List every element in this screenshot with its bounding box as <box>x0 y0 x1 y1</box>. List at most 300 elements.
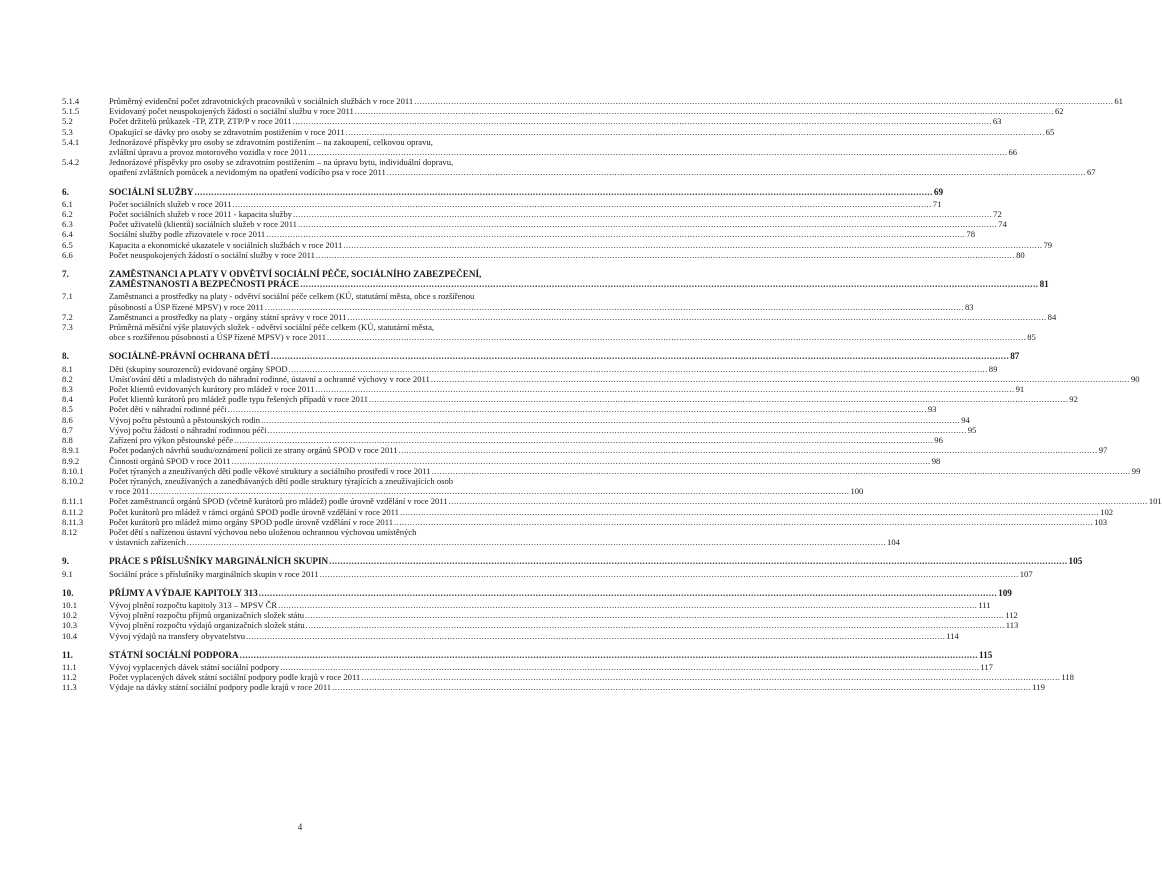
toc-entry <box>62 96 1123 106</box>
entry-title: Počet podaných návrhů soudu/oznámení policii ze strany orgánů SPOD v roce 2011 <box>109 445 398 456</box>
page-reference: 99 <box>1131 465 1141 476</box>
dot-leader <box>271 351 1009 361</box>
entry-title: Zařízení pro výkon pěstounské péče <box>109 435 234 446</box>
entry-number: 11.1 <box>62 661 77 672</box>
page-reference: 66 <box>1008 147 1018 158</box>
toc-entry <box>62 106 1064 117</box>
entry-title: Počet dětí s nařízenou ústavní výchovou nebo uloženou ochrannou výchovou umístěných <box>109 526 417 537</box>
toc-chapter-heading <box>62 649 993 660</box>
entry-line <box>109 279 1049 289</box>
page-reference: 97 <box>1098 445 1108 456</box>
entry-title: Umísťování dětí a mladistvých do náhradní rodinné, ústavní a ochranné výchovy v roce 2011 <box>109 373 430 384</box>
entry-title: Počet uživatelů (klientů) sociálních služeb v roce 2011 <box>109 219 297 230</box>
dot-leader <box>332 682 1031 692</box>
entry-line <box>109 137 1017 147</box>
entry-title: Jednorázové příspěvky pro osoby se zdravotním postižením – na úpravu bytu, individuální dopravu, <box>109 157 454 168</box>
dot-leader <box>266 229 965 239</box>
entry-title: Vývoj počtu žádostí o náhradní rodinnou péči <box>109 424 267 435</box>
dot-leader <box>305 610 1004 620</box>
dot-leader <box>298 219 997 229</box>
entry-body <box>109 351 1019 361</box>
chapter-number: 6. <box>62 186 69 197</box>
entry-body <box>109 250 1025 260</box>
page-reference: 111 <box>978 599 991 610</box>
toc-entry <box>62 394 1078 405</box>
dot-leader <box>431 374 1130 384</box>
page-reference: 85 <box>1027 332 1036 343</box>
chapter-title: PRÁCE S PŘÍSLUŠNÍKY MARGINÁLNÍCH SKUPIN <box>109 556 329 567</box>
entry-body <box>109 435 943 445</box>
toc-entry <box>62 455 941 466</box>
entry-title: Sociální služby podle zřizovatele v roce 2011 <box>109 229 266 240</box>
entry-title: Kapacita a ekonomické ukazatele v sociálních službách v roce 2011 <box>109 239 343 250</box>
entry-line <box>109 600 991 610</box>
entry-line <box>109 588 1012 598</box>
entry-line <box>109 147 1017 157</box>
toc-chapter-heading <box>62 351 1020 362</box>
page-reference: 104 <box>887 537 900 548</box>
toc-entry <box>62 157 1096 178</box>
entry-number: 8.11.1 <box>62 496 84 507</box>
dot-leader <box>394 517 1093 527</box>
toc-section <box>62 351 1162 548</box>
entry-line <box>109 157 1096 167</box>
page-reference: 74 <box>998 219 1007 230</box>
entry-body <box>109 291 974 311</box>
entry-title: Počet držitelů průkazek -TP, ZTP, ZTP/P v roce 2011 <box>109 116 292 127</box>
entry-title: Počet kurátorů pro mládež mimo orgány SPOD podle úrovně vzdělání v roce 2011 <box>109 516 394 527</box>
entry-body <box>109 269 1049 289</box>
entry-title: Počet týraných, zneužívaných a zanedbávaných dětí podle struktury týrajících a zneužívajících osob <box>109 475 454 486</box>
page-reference: 107 <box>1019 568 1033 579</box>
dot-leader <box>400 507 1099 517</box>
entry-body <box>109 137 1017 157</box>
entry-number: 6.3 <box>62 219 73 230</box>
entry-title: Počet dětí v náhradní rodinné péči <box>109 404 227 415</box>
entry-body <box>109 588 1012 598</box>
entry-line <box>109 394 1078 404</box>
entry-body <box>109 650 992 660</box>
dot-leader <box>293 116 992 126</box>
entry-line <box>109 96 1123 106</box>
entry-number: 5.1.4 <box>62 96 80 106</box>
entry-body <box>109 394 1078 404</box>
chapter-title: STÁTNÍ SOCIÁLNÍ PODPORA <box>109 649 239 660</box>
table-of-contents <box>62 96 1162 693</box>
entry-line <box>109 620 1018 630</box>
entry-number: 5.4.1 <box>62 136 80 147</box>
entry-line <box>109 351 1019 361</box>
entry-body <box>109 631 959 641</box>
entry-body <box>109 456 940 466</box>
page-reference: 102 <box>1100 506 1114 517</box>
page-reference: 95 <box>967 424 977 435</box>
page-reference: 113 <box>1005 620 1019 631</box>
entry-number: 7.3 <box>62 322 73 333</box>
toc-entry <box>62 229 976 240</box>
page-reference: 84 <box>1047 311 1057 322</box>
entry-number: 8.3 <box>62 384 73 395</box>
toc-entry <box>62 506 1114 517</box>
toc-chapter-heading <box>62 556 1083 567</box>
entry-body <box>109 445 1107 455</box>
toc-entry <box>62 682 1045 693</box>
toc-entry <box>62 322 1036 343</box>
page-reference: 100 <box>850 486 864 497</box>
page-reference: 92 <box>1069 394 1078 405</box>
entry-number: 8.8 <box>62 435 73 446</box>
dot-leader <box>246 631 945 641</box>
entry-body <box>109 106 1064 116</box>
entry-line <box>109 332 1036 342</box>
entry-line <box>109 476 863 486</box>
entry-line <box>109 445 1107 455</box>
dot-leader <box>320 569 1019 579</box>
entry-line <box>109 219 1007 229</box>
entry-line <box>109 456 940 466</box>
entry-line <box>109 269 1049 279</box>
entry-body <box>109 466 1140 476</box>
dot-leader <box>293 209 992 219</box>
entry-line <box>109 312 1056 322</box>
entry-number: 10.4 <box>62 630 78 641</box>
dot-leader <box>280 662 979 672</box>
toc-entry <box>62 475 864 497</box>
entry-line <box>109 425 976 435</box>
dot-leader <box>278 600 977 610</box>
page-reference: 69 <box>933 186 944 197</box>
chapter-title: SOCIÁLNÍ SLUŽBY <box>109 186 194 197</box>
entry-body <box>109 364 997 374</box>
dot-leader <box>240 650 978 660</box>
toc-entry <box>62 116 1002 127</box>
entry-number: 8.1 <box>62 363 73 374</box>
entry-body <box>109 96 1123 106</box>
entry-line <box>109 384 1024 394</box>
toc-section <box>62 186 1053 260</box>
entry-body <box>109 600 991 610</box>
toc-entry <box>62 424 977 435</box>
page-reference: 117 <box>980 661 993 672</box>
dot-leader <box>268 425 967 435</box>
dot-leader <box>414 96 1113 106</box>
dot-leader <box>449 496 1148 506</box>
toc-entry <box>62 311 1057 322</box>
entry-line <box>109 240 1052 250</box>
dot-leader <box>343 240 1042 250</box>
entry-body <box>109 322 1036 342</box>
toc-entry <box>62 249 1025 260</box>
entry-line <box>109 167 1096 177</box>
entry-title: Počet týraných a zneužívaných dětí podle věkové struktury a sociálního prostředí v roce 2011 <box>109 465 431 476</box>
toc-chapter-heading <box>62 587 1012 598</box>
toc-section <box>62 649 1074 693</box>
entry-line <box>109 569 1033 579</box>
entry-number: 11.2 <box>62 672 77 683</box>
toc-entry <box>62 610 1018 621</box>
entry-line <box>109 610 1018 620</box>
entry-line <box>109 435 943 445</box>
entry-body <box>109 527 900 547</box>
entry-title: v ústavních zařízeních <box>109 537 186 548</box>
entry-title: zvláštní úpravu a provoz motorového vozidla v roce 2011 <box>109 147 308 158</box>
dot-leader <box>316 250 1015 260</box>
toc-entry <box>62 672 1074 683</box>
dot-leader <box>233 199 932 209</box>
page-reference: 81 <box>1039 279 1049 290</box>
entry-body <box>109 620 1018 630</box>
entry-number: 6.6 <box>62 249 73 260</box>
page-reference: 94 <box>961 414 970 425</box>
page-reference: 67 <box>1086 167 1096 178</box>
toc-entry <box>62 516 1108 527</box>
entry-line <box>109 556 1082 566</box>
entry-title: Počet sociálních služeb v roce 2011 <box>109 198 232 209</box>
toc-entry <box>62 435 943 446</box>
entry-body <box>109 219 1007 229</box>
entry-title: Počet sociálních služeb v roce 2011 - kapacita služby <box>109 209 292 220</box>
entry-number: 8.11.3 <box>62 516 84 527</box>
dot-leader <box>261 415 960 425</box>
page-reference: 80 <box>1016 249 1025 260</box>
page-reference: 79 <box>1043 239 1053 250</box>
entry-line <box>109 682 1045 692</box>
entry-body <box>109 127 1054 137</box>
entry-line <box>109 116 1001 126</box>
dot-leader <box>289 364 988 374</box>
dot-leader <box>327 332 1026 342</box>
entry-title: Vývoj počtu pěstounů a pěstounských rodin <box>109 414 261 425</box>
entry-title: Počet neuspokojených žádostí o sociální služby v roce 2011 <box>109 249 315 260</box>
dot-leader <box>300 279 1038 289</box>
dot-leader <box>308 147 1007 157</box>
entry-line <box>109 486 863 496</box>
entry-title: opatření zvláštních pomůcek a nevidomým na opatření vodícího psa v roce 2011 <box>109 167 386 178</box>
entry-line <box>109 517 1107 527</box>
chapter-number: 10. <box>62 587 74 598</box>
entry-body <box>109 496 1162 506</box>
entry-title: Opakující se dávky pro osoby se zdravotním postižením v roce 2011 <box>109 126 345 137</box>
toc-entry <box>62 414 970 425</box>
chapter-number: 7. <box>62 269 69 280</box>
entry-line <box>109 291 974 301</box>
entry-body <box>109 374 1140 384</box>
entry-body <box>109 229 975 239</box>
toc-chapter-heading <box>62 186 944 197</box>
entry-number: 8.10.1 <box>62 465 84 476</box>
entry-line <box>109 209 1002 219</box>
entry-title: Počet zaměstnanců orgánů SPOD (včetně kurátorů pro mládež) podle úrovně vzdělání v roce 2011 <box>109 496 448 507</box>
toc-entry <box>62 496 1162 507</box>
entry-line <box>109 631 959 641</box>
entry-line <box>109 374 1140 384</box>
dot-leader <box>369 394 1068 404</box>
page-reference: 103 <box>1094 516 1108 527</box>
entry-title: Počet vyplacených dávek státní sociální podpory podle krajů v roce 2011 <box>109 672 361 683</box>
toc-entry <box>62 363 998 374</box>
entry-title: Počet klientů kurátorů pro mládež podle typu řešených případů v roce 2011 <box>109 394 369 405</box>
page-reference: 91 <box>1015 384 1025 395</box>
entry-number: 6.1 <box>62 198 73 209</box>
entry-number: 10.3 <box>62 620 78 631</box>
dot-leader <box>306 620 1005 630</box>
entry-line <box>109 187 943 197</box>
chapter-number: 9. <box>62 556 69 567</box>
page-reference: 78 <box>966 229 976 240</box>
entry-body <box>109 415 970 425</box>
entry-number: 11.3 <box>62 682 77 693</box>
entry-line <box>109 537 900 547</box>
chapter-title: ZAMĚSTNANOSTI A BEZPEČNOSTI PRÁCE <box>109 279 300 290</box>
entry-number: 8.12 <box>62 526 78 537</box>
entry-title: Počet klientů evidovaných kurátory pro mládež v roce 2011 <box>109 384 315 395</box>
page-reference: 119 <box>1032 682 1045 693</box>
entry-title: Vývoj plnění rozpočtu příjmů organizačních složek státu <box>109 610 305 621</box>
entry-title: Zaměstnanci a prostředky na platy - orgány státní správy v roce 2011 <box>109 311 347 322</box>
entry-body <box>109 672 1074 682</box>
page-reference: 71 <box>932 198 942 209</box>
dot-leader <box>315 384 1014 394</box>
entry-body <box>109 116 1001 126</box>
entry-title: Vývoj plnění rozpočtu výdajů organizačních složek státu <box>109 620 305 631</box>
toc-entry <box>62 291 974 312</box>
entry-body <box>109 569 1033 579</box>
entry-body <box>109 682 1045 692</box>
entry-body <box>109 240 1052 250</box>
toc-entry <box>62 384 1025 395</box>
entry-body <box>109 312 1056 322</box>
entry-number: 6.2 <box>62 209 73 220</box>
entry-number: 5.4.2 <box>62 157 80 168</box>
entry-number: 6.5 <box>62 239 73 250</box>
entry-number: 10.1 <box>62 599 78 610</box>
entry-body <box>109 187 943 197</box>
toc-section <box>62 96 1123 178</box>
dot-leader <box>234 435 933 445</box>
entry-title: Vývoj plnění rozpočtu kapitoly 313 – MPSV ČR <box>109 599 278 610</box>
entry-body <box>109 209 1002 219</box>
page-reference: 65 <box>1045 126 1055 137</box>
entry-number: 6.4 <box>62 229 73 240</box>
entry-line <box>109 496 1162 506</box>
entry-line <box>109 507 1113 517</box>
entry-number: 7.1 <box>62 291 73 302</box>
entry-title: Vývoj vyplacených dávek státní sociální podpory <box>109 661 280 672</box>
entry-number: 8.4 <box>62 394 73 405</box>
entry-body <box>109 662 993 672</box>
toc-entry <box>62 568 1033 579</box>
page-reference: 89 <box>988 363 998 374</box>
entry-title: Činnosti orgánů SPOD v roce 2011 <box>109 455 231 466</box>
toc-entry <box>62 630 959 641</box>
entry-title: v roce 2011 <box>109 486 150 497</box>
toc-entry <box>62 465 1141 476</box>
entry-number: 9.1 <box>62 568 73 579</box>
entry-line <box>109 672 1074 682</box>
chapter-title: PŘÍJMY A VÝDAJE KAPITOLY 313 <box>109 587 258 598</box>
dot-leader <box>355 106 1054 116</box>
page-reference: 112 <box>1005 610 1018 621</box>
chapter-title: ZAMĚSTNANCI A PLATY V ODVĚTVÍ SOCIÁLNÍ PÉČE, SOCIÁLNÍHO ZABEZPEČENÍ, <box>109 269 482 280</box>
entry-line <box>109 415 970 425</box>
entry-line <box>109 199 941 209</box>
entry-number: 8.6 <box>62 414 73 425</box>
dot-leader <box>150 486 849 496</box>
entry-line <box>109 527 900 537</box>
chapter-number: 11. <box>62 649 73 660</box>
page-reference: 62 <box>1054 106 1064 117</box>
entry-title: působností a ÚSP řízené MPSV) v roce 2011 <box>109 301 264 312</box>
entry-line <box>109 302 974 312</box>
entry-number: 5.1.5 <box>62 106 80 117</box>
page-reference: 114 <box>946 630 959 641</box>
entry-title: Sociální práce s příslušníky marginálních skupin v roce 2011 <box>109 568 319 579</box>
entry-body <box>109 425 976 435</box>
dot-leader <box>345 127 1044 137</box>
toc-entry <box>62 209 1002 220</box>
page-reference: 90 <box>1130 373 1140 384</box>
entry-number: 10.2 <box>62 610 78 621</box>
entry-title: Děti (skupiny sourozenců) evidované orgány SPOD <box>109 363 288 374</box>
entry-line <box>109 250 1025 260</box>
entry-body <box>109 610 1018 620</box>
entry-line <box>109 106 1064 116</box>
chapter-number: 8. <box>62 351 69 362</box>
entry-title: Zaměstnanci a prostředky na platy - odvětví sociální péče celkem (KÚ, statutární města, obce s rozšířenou <box>109 291 475 302</box>
toc-section <box>62 556 1083 579</box>
toc-entry <box>62 445 1108 456</box>
dot-leader <box>228 404 927 414</box>
dot-leader <box>399 445 1098 455</box>
entry-body <box>109 507 1113 517</box>
entry-number: 5.3 <box>62 126 73 137</box>
entry-body <box>109 476 863 496</box>
dot-leader <box>361 672 1060 682</box>
dot-leader <box>265 302 964 312</box>
entry-number: 7.2 <box>62 311 73 322</box>
dot-leader <box>259 588 997 598</box>
entry-title: Evidovaný počet neuspokojených žádostí o sociální službu v roce 2011 <box>109 106 354 117</box>
entry-line <box>109 404 936 414</box>
entry-body <box>109 157 1096 177</box>
page-reference: 93 <box>927 404 937 415</box>
entry-line <box>109 322 1036 332</box>
entry-body <box>109 404 936 414</box>
entry-body <box>109 199 941 209</box>
entry-title: Průměrný evidenční počet zdravotnických pracovníků v sociálních službách v roce 2011 <box>109 96 414 106</box>
page-reference: 63 <box>992 116 1002 127</box>
dot-leader <box>195 187 933 197</box>
toc-entry <box>62 136 1018 158</box>
entry-body <box>109 384 1024 394</box>
entry-line <box>109 127 1054 137</box>
entry-number: 8.7 <box>62 424 73 435</box>
toc-entry <box>62 599 991 610</box>
page-reference: 87 <box>1010 351 1020 362</box>
page-reference: 115 <box>979 649 993 660</box>
dot-leader <box>329 556 1067 566</box>
entry-number: 8.10.2 <box>62 475 84 486</box>
dot-leader <box>232 456 931 466</box>
toc-entry <box>62 239 1053 250</box>
toc-section <box>62 269 1057 343</box>
entry-title: obce s rozšířenou působností a ÚSP řízené MPSV) v roce 2011 <box>109 332 327 343</box>
page-reference: 109 <box>998 587 1012 598</box>
toc-entry <box>62 620 1019 631</box>
page-reference: 96 <box>934 435 943 446</box>
toc-entry <box>62 219 1007 230</box>
page-reference: 105 <box>1068 556 1083 567</box>
